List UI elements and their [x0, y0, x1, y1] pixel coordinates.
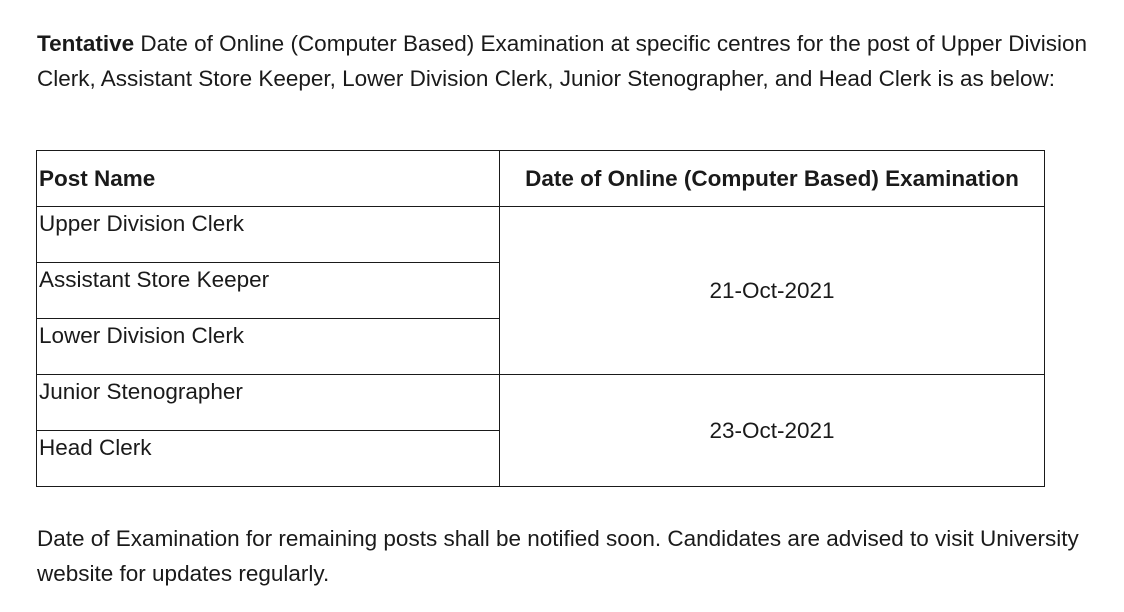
post-lower-division-clerk: Lower Division Clerk [37, 319, 500, 375]
exam-schedule-table [36, 150, 1045, 487]
table-header-row [37, 151, 1045, 207]
outro-paragraph: Date of Examination for remaining posts shall be notified soon. Candidates are advised to visit University website for updates regularly. [37, 526, 1079, 586]
table-row [37, 207, 1045, 263]
exam-date-group-2: 23-Oct-2021 [500, 375, 1045, 487]
post-assistant-store-keeper: Assistant Store Keeper [37, 263, 500, 319]
post-upper-division-clerk: Upper Division Clerk [37, 207, 500, 263]
intro-paragraph [37, 26, 1112, 96]
header-post-name: Post Name [37, 151, 500, 207]
header-exam-date: Date of Online (Computer Based) Examination [500, 151, 1045, 207]
post-junior-stenographer: Junior Stenographer [37, 375, 500, 431]
post-head-clerk: Head Clerk [37, 431, 500, 487]
intro-bold-lead: Tentative [37, 31, 135, 56]
intro-text: Date of Online (Computer Based) Examination at specific centres for the post of Upper Division Clerk, Assistant Store Keeper, Lower Division Clerk, Junior Stenographer, and Head Clerk is as below: [37, 31, 1088, 91]
exam-date-group-1: 21-Oct-2021 [500, 207, 1045, 375]
table-row [37, 375, 1045, 431]
